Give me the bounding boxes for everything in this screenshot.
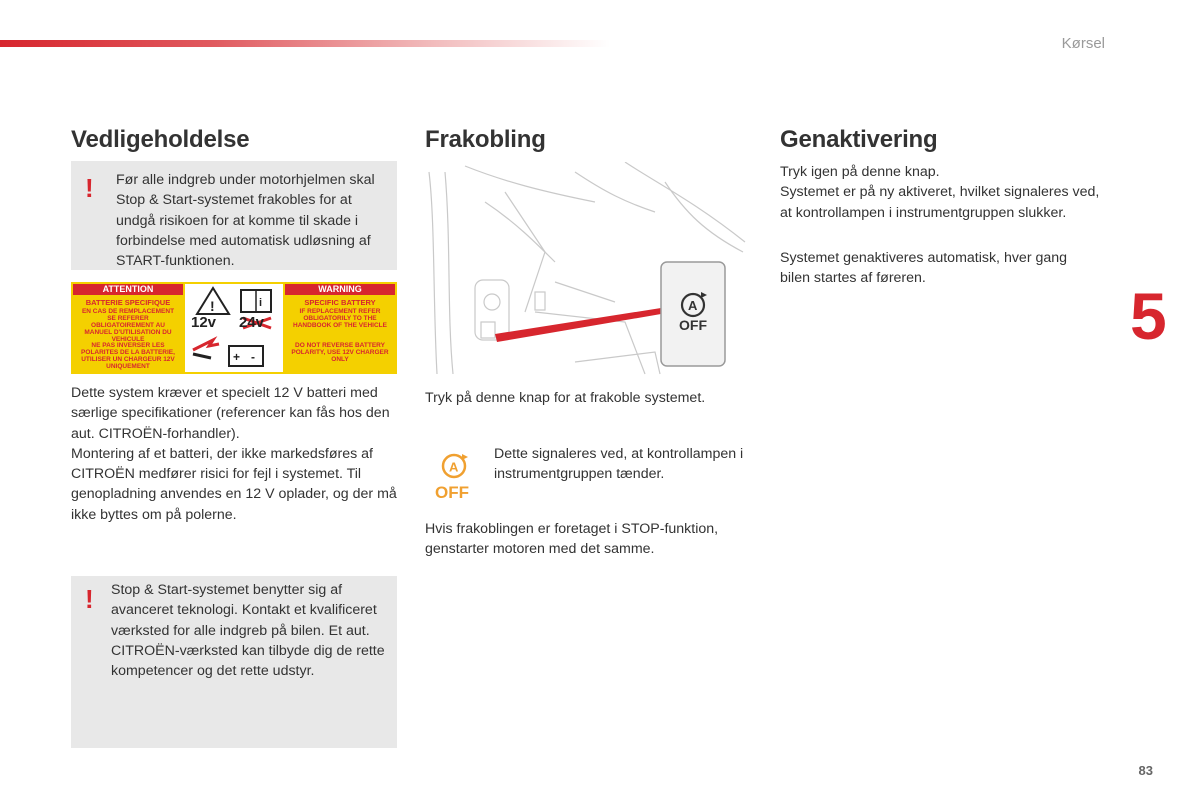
caption-frakobling: Tryk på denne knap for at frakoble systemet. xyxy=(425,390,706,406)
title-frakobling: Frakobling xyxy=(425,126,546,153)
title-vedligeholdelse: Vedligeholdelse xyxy=(71,126,250,153)
indicator-off-text: OFF xyxy=(435,483,469,502)
battery-warning-label xyxy=(71,282,397,374)
paragraph-reactivate: Tryk igen på denne knap. Systemet er på ny aktiveret, hvilket signaleres ved, at kontrollampen i instrumentgruppen slukker. xyxy=(780,164,1100,221)
label-en-title: SPECIFIC BATTERY xyxy=(304,298,376,307)
label-pictograms xyxy=(185,284,283,372)
button-off-text: OFF xyxy=(679,317,707,333)
svg-text:-: - xyxy=(251,350,255,364)
svg-text:i: i xyxy=(259,297,263,309)
chapter-number: 5 xyxy=(1130,279,1167,353)
off-indicator-icon xyxy=(431,452,477,504)
warning-text-1: Før alle indgreb under motorhjelmen skal Stop & Start-systemet frakobles for at undgå risikoen for at komme til skade i forbindelse med automatisk udløsning af START-funktionen. xyxy=(116,172,375,270)
warning-text-2: Stop & Start-systemet benytter sig af avanceret teknologi. Kontakt et kvalificeret værksted for alle indgreb på bilen. Et aut. CITROËN-værksted kan tilbyde dig de rette kompetencer og det rette udstyr. xyxy=(111,582,385,680)
header-accent-bar xyxy=(0,40,610,47)
page-number: 83 xyxy=(1138,763,1153,778)
warning-exclamation-icon: ! xyxy=(85,173,94,203)
label-fr-text: EN CAS DE REMPLACEMENT SE REFERER OBLIGATOIREMENT AU MANUEL D'UTILISATION DU VEHICULE xyxy=(81,308,175,343)
svg-text:A: A xyxy=(688,298,698,313)
paragraph-auto-reactivate: Systemet genaktiveres automatisk, hver gang bilen startes af føreren. xyxy=(780,250,1068,287)
label-12v: 12v xyxy=(191,314,217,331)
svg-text:A: A xyxy=(449,459,459,475)
label-en-text: IF REPLACEMENT REFER OBLIGATORILY TO THE HANDBOOK OF THE VEHICLE xyxy=(293,308,387,329)
svg-text:!: ! xyxy=(210,298,215,314)
label-fr-bottom: NE PAS INVERSER LES POLARITES DE LA BATTERIE, UTILISER UN CHARGEUR 12V UNIQUEMENT xyxy=(81,342,175,370)
stop-start-button-illustration xyxy=(661,262,725,366)
label-en-bottom: DO NOT REVERSE BATTERY POLARITY, USE 12V CHARGER ONLY xyxy=(291,342,389,363)
label-attention: ATTENTION xyxy=(73,284,183,295)
indicator-text: Dette signaleres ved, at kontrollampen i instrumentgruppen tænder. xyxy=(494,446,744,483)
warning-box-2 xyxy=(71,576,397,748)
paragraph-restart: Hvis frakoblingen er foretaget i STOP-funktion, genstarter motoren med det samme. xyxy=(425,521,719,558)
dashboard-illustration xyxy=(425,162,748,378)
title-genaktivering: Genaktivering xyxy=(780,126,938,153)
label-warning: WARNING xyxy=(285,284,395,295)
section-label: Kørsel xyxy=(1061,35,1105,52)
warning-exclamation-icon-2: ! xyxy=(85,584,94,614)
pointer-line xyxy=(495,308,661,342)
paragraph-battery: Dette system kræver et specielt 12 V batteri med særlige specifikationer (referencer kan fås hos den aut. CITROËN-forhandler). Montering af et batteri, der ikke markedsføres af CITROËN medfører risici for fejl i systemet. Til genopladning anvendes en 12 V oplader, og der må ikke byttes om på polerne. xyxy=(71,385,397,523)
label-fr-title: BATTERIE SPECIFIQUE xyxy=(85,298,171,307)
svg-text:+: + xyxy=(233,350,241,364)
warning-box-1 xyxy=(71,161,397,270)
label-24v: 24v xyxy=(239,314,265,331)
